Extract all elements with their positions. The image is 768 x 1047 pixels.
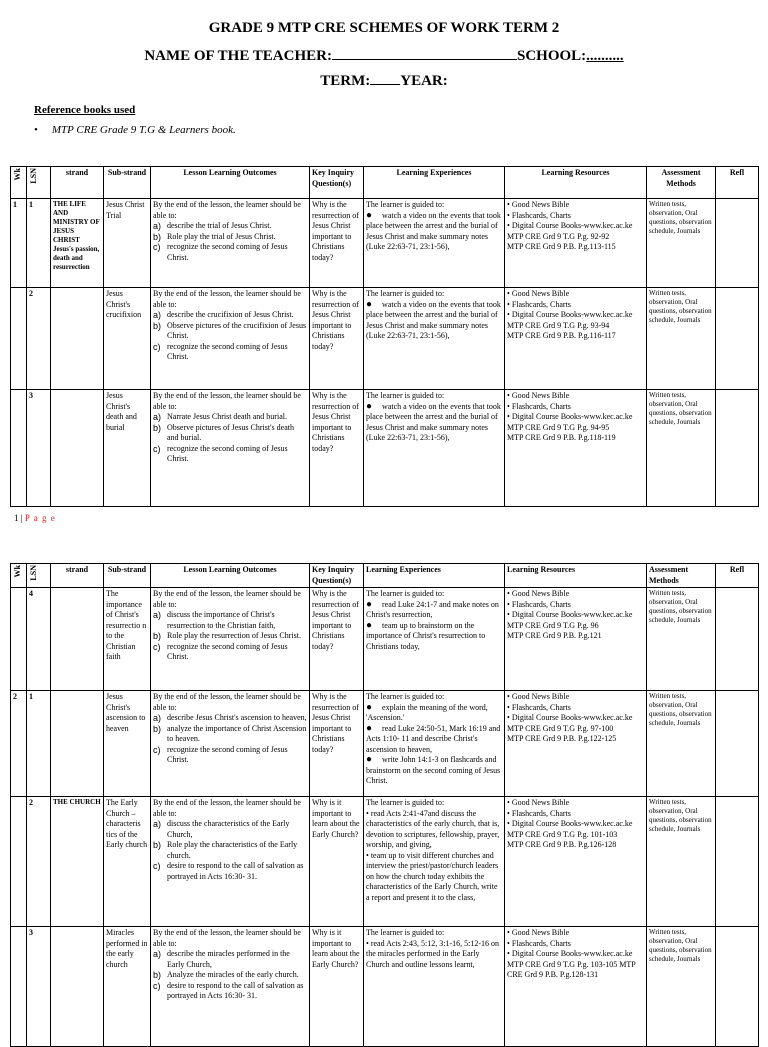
experience-item	[366, 600, 502, 621]
outcomes-intro: By the end of the lesson, the learner should be able to:	[153, 928, 301, 948]
col-assessment: Assessment Methods	[647, 564, 716, 588]
outcome-text: discuss the importance of Christ's resurrection to the Christian faith,	[167, 610, 276, 630]
week-cell: 1	[11, 199, 27, 288]
outcome-marker: c)	[153, 980, 161, 991]
experience-text: read Acts 2:43, 5:12, 3:1-16, 5:12-16 on the miracles performed in the Early Church and outline lessons learnt,	[366, 938, 500, 969]
reference-heading: Reference books used	[34, 104, 136, 116]
col-outcomes: Lesson Learning Outcomes	[151, 167, 310, 199]
strand-cell	[51, 390, 104, 507]
resource-item: • Flashcards, Charts	[507, 211, 644, 222]
experiences-cell	[364, 199, 505, 288]
school-label: SCHOOL:	[516, 48, 587, 64]
term-label: TERM:	[320, 73, 371, 89]
bullet-icon: ●	[366, 754, 373, 765]
col-assessment: Assessment Methods	[647, 167, 716, 199]
table-row	[11, 288, 759, 390]
key-inquiry-cell: Why is the resurrection of Jesus Christ important to Christians today?	[310, 199, 364, 288]
key-inquiry-cell: Why is the resurrection of Jesus Christ important to Christians today?	[310, 691, 364, 797]
resource-reference: MTP CRE Grd 9 P.B. P.g.116-117	[507, 331, 616, 340]
outcomes-cell	[151, 588, 310, 691]
resource-reference: MTP CRE Grd 9 T.G P.g. 101-103	[507, 829, 618, 839]
outcome-item	[153, 412, 307, 423]
week-cell	[11, 797, 27, 927]
outcome-text: Observe pictures of Jesus Christ's death and burial.	[167, 422, 294, 442]
outcome-text: Analyze the miracles of the early church.	[167, 970, 299, 979]
resource-item: • Digital Course Books-www.kec.ac.ke	[507, 310, 644, 321]
term-blank	[370, 70, 400, 85]
outcome-marker: b)	[153, 631, 162, 641]
outcome-marker: b)	[153, 422, 162, 433]
resource-reference: MTP CRE Grd 9 P.B. P.g.118-119	[507, 433, 616, 442]
experience-item	[366, 851, 502, 904]
substrand-cell: The Early Church – characteris tics of the Early church	[104, 797, 151, 927]
table-row	[11, 588, 759, 691]
outcome-marker: a)	[153, 713, 162, 723]
bullet-icon: ●	[366, 400, 373, 412]
col-resources: Learning Resources	[505, 564, 647, 588]
resource-reference: MTP CRE Grd 9 T.G P.g. 92-92	[507, 231, 610, 241]
col-substrand: Sub-strand	[104, 564, 151, 588]
outcome-text: describe the crucifixion of Jesus Christ.	[167, 310, 294, 319]
year-label: YEAR:	[400, 73, 448, 89]
substrand-cell: Jesus Christ Trial	[104, 199, 151, 288]
outcome-item	[153, 819, 307, 840]
col-outcomes: Lesson Learning Outcomes	[151, 564, 310, 588]
outcome-text: Observe pictures of the crucifixion of Jesus Christ.	[167, 320, 307, 340]
experiences-intro: The learner is guided to:	[366, 589, 445, 598]
outcome-text: Narrate Jesus Christ death and burial.	[167, 412, 287, 421]
assessment-cell: Written tests, observation, Oral questions, observation schedule, Journals	[647, 199, 716, 288]
experiences-intro: The learner is guided to:	[366, 928, 445, 937]
table-header-row	[11, 564, 759, 588]
resource-item: • Good News Bible	[507, 289, 644, 300]
strand-cell: THE LIFE AND MINISTRY OF JESUS CHRIST Jesus's passion, death and resurrection	[51, 199, 104, 288]
outcome-text: desire to respond to the call of salvation as portrayed in Acts 16:30- 31.	[167, 861, 304, 881]
page-separator: |	[18, 513, 25, 523]
reflection-cell	[716, 588, 759, 691]
col-experiences: Learning Experiences	[364, 167, 505, 199]
col-refl: Refl	[716, 564, 759, 588]
resources-cell	[505, 199, 647, 288]
outcome-item	[153, 642, 307, 663]
week-cell	[11, 588, 27, 691]
outcome-text: Role play the characteristics of the Early church.	[167, 840, 298, 860]
col-wk	[11, 564, 27, 588]
resource-reference: MTP CRE Grd 9 P.B. P.g.113-115	[507, 242, 616, 251]
week-cell	[11, 927, 27, 1047]
outcome-item	[153, 444, 307, 465]
outcome-item	[153, 949, 307, 970]
reflection-cell	[716, 390, 759, 507]
outcome-marker: a)	[153, 310, 162, 320]
outcome-item	[153, 713, 307, 724]
experience-text: watch a video on the events that took place between the arrest and the burial of Jesus Christ and make summary notes (Luke 22:63-71, 23:1-56),	[366, 299, 501, 340]
scheme-table-page-2	[10, 563, 759, 1047]
outcome-item	[153, 981, 307, 1002]
resource-item: • Flashcards, Charts	[507, 402, 644, 413]
outcome-item	[153, 745, 307, 766]
outcome-item	[153, 970, 307, 981]
experiences-intro: The learner is guided to:	[366, 289, 445, 298]
outcome-text: Role play the resurrection of Jesus Christ.	[167, 631, 301, 640]
resource-item: • Flashcards, Charts	[507, 300, 644, 311]
teacher-school-line	[0, 45, 768, 65]
resources-cell	[505, 797, 647, 927]
outcome-item	[153, 242, 307, 263]
substrand-cell: The importance of Christ's resurrectio n to the Christian faith	[104, 588, 151, 691]
outcome-item	[153, 610, 307, 631]
col-wk	[11, 167, 27, 199]
col-substrand: Sub-strand	[104, 167, 151, 199]
outcome-item	[153, 221, 307, 232]
assessment-cell: Written tests, observation, Oral questions, observation schedule, Journals	[647, 797, 716, 927]
resource-item: • Flashcards, Charts	[507, 703, 644, 714]
assessment-cell: Written tests, observation, Oral questions, observation schedule, Journals	[647, 588, 716, 691]
resource-item: • Good News Bible	[507, 798, 644, 809]
resource-item: • Digital Course Books-www.kec.ac.ke	[507, 610, 644, 621]
experiences-cell	[364, 927, 505, 1047]
outcome-marker: a)	[153, 412, 162, 422]
outcome-marker: a)	[153, 221, 162, 231]
experiences-cell	[364, 691, 505, 797]
outcome-marker: c)	[153, 744, 161, 755]
resource-item: • Digital Course Books-www.kec.ac.ke	[507, 412, 644, 423]
outcome-text: describe the miracles performed in the Early Church,	[167, 949, 290, 969]
resource-reference: MTP CRE Grd 9 P.B. P.g.122-125	[507, 734, 617, 743]
outcome-marker: c)	[153, 341, 161, 352]
experience-item	[366, 211, 502, 253]
outcome-text: describe Jesus Christ's ascension to heaven,	[167, 713, 307, 722]
lesson-cell: 4	[27, 588, 51, 691]
outcome-text: recognize the second coming of Jesus Christ.	[167, 341, 288, 361]
bullet-icon: ●	[366, 722, 373, 734]
resource-item: • Digital Course Books-www.kec.ac.ke	[507, 819, 644, 830]
table-header-row	[11, 167, 759, 199]
outcome-text: recognize the second coming of Jesus Christ.	[167, 242, 288, 262]
outcomes-cell	[151, 797, 310, 927]
reflection-cell	[716, 797, 759, 927]
experience-text: write John 14:1-3 on flashcards and brainstorm on the second coming of Jesus Christ.	[366, 755, 501, 785]
outcome-text: analyze the importance of Christ Ascension to heaven.	[167, 723, 307, 743]
reflection-cell	[716, 927, 759, 1047]
outcome-marker: c)	[153, 443, 161, 454]
experiences-intro: The learner is guided to:	[366, 798, 445, 807]
experiences-intro: The learner is guided to:	[366, 391, 445, 400]
col-wk-label: Wk	[13, 168, 22, 181]
col-strand: strand	[51, 564, 104, 588]
experience-item	[366, 724, 502, 756]
week-cell	[11, 288, 27, 390]
resource-item: • Digital Course Books-www.kec.ac.ke	[507, 949, 644, 960]
bullet-icon: •	[34, 124, 38, 136]
table-row	[11, 927, 759, 1047]
strand-cell: THE CHURCH	[51, 797, 104, 927]
experience-item	[366, 809, 502, 851]
table-row	[11, 691, 759, 797]
col-lsn-label: LSN	[29, 565, 38, 581]
experience-text: explain the meaning of the word, 'Ascension.'	[366, 702, 488, 722]
outcome-text: desire to respond to the call of salvation as portrayed in Acts 16:30- 31.	[167, 980, 304, 1000]
outcome-item	[153, 310, 307, 321]
outcomes-intro: By the end of the lesson, the learner should be able to:	[153, 692, 301, 712]
lesson-cell: 1	[27, 691, 51, 797]
outcome-text: discuss the characteristics of the Early Church,	[167, 819, 290, 839]
resource-item: • Flashcards, Charts	[507, 809, 644, 820]
outcome-marker: a)	[153, 610, 162, 620]
outcome-marker: b)	[153, 723, 162, 734]
col-experiences: Learning Experiences	[364, 564, 505, 588]
outcome-text: recognize the second coming of Jesus Christ.	[167, 744, 288, 764]
strand-cell	[51, 691, 104, 797]
outcome-item	[153, 631, 307, 642]
outcome-text: recognize the second coming of Jesus Christ.	[167, 443, 288, 463]
experience-item	[366, 939, 502, 971]
experiences-intro: The learner is guided to:	[366, 200, 445, 209]
outcomes-cell	[151, 691, 310, 797]
experience-item	[366, 755, 502, 787]
col-lsn-label: LSN	[29, 168, 38, 184]
week-cell	[11, 390, 27, 507]
key-inquiry-cell: Why is the resurrection of Jesus Christ important to Christians today?	[310, 288, 364, 390]
key-inquiry-cell: Why is it important to learn about the Early Church?	[310, 927, 364, 1047]
resource-reference: MTP CRE Grd 9 T.G P.g. 94-95	[507, 422, 610, 432]
lesson-cell: 2	[27, 288, 51, 390]
assessment-cell: Written tests, observation, Oral questions, observation schedule, Journals	[647, 927, 716, 1047]
outcomes-cell	[151, 288, 310, 390]
experiences-cell	[364, 588, 505, 691]
resource-item: • Digital Course Books-www.kec.ac.ke	[507, 221, 644, 232]
outcome-text: Role play the trial of Jesus Christ.	[167, 231, 276, 241]
outcome-marker: c)	[153, 242, 161, 252]
col-strand: strand	[51, 167, 104, 199]
table-row	[11, 797, 759, 927]
strand-cell	[51, 588, 104, 691]
lesson-cell: 2	[27, 797, 51, 927]
key-inquiry-cell: Why is it important to learn about the Early Church?	[310, 797, 364, 927]
outcome-item	[153, 861, 307, 882]
resource-reference: MTP CRE Grd 9 T.G P.g. 103-105 MTP CRE Grd 9 P.B. P.g.128-131	[507, 959, 636, 979]
outcome-marker: c)	[153, 641, 161, 652]
reflection-cell	[716, 288, 759, 390]
substrand-cell: Jesus Christ's crucifixion	[104, 288, 151, 390]
resource-reference: MTP CRE Grd 9 P.B. P.g.126-128	[507, 840, 617, 849]
outcome-item	[153, 232, 307, 243]
outcome-item	[153, 724, 307, 745]
experiences-cell	[364, 390, 505, 507]
outcomes-intro: By the end of the lesson, the learner should be able to:	[153, 391, 301, 411]
scheme-table-page-1	[10, 166, 759, 507]
strand-cell	[51, 288, 104, 390]
experience-text: read Luke 24:1-7 and make notes on Christ's resurrection,	[366, 599, 499, 619]
resource-item: • Flashcards, Charts	[507, 600, 644, 611]
resources-cell	[505, 390, 647, 507]
experience-text: read Luke 24:50-51, Mark 16:19 and Acts 1:10- 11 and describe Christ's ascension to heaven,	[366, 723, 501, 754]
lesson-cell: 1	[27, 199, 51, 288]
resources-cell	[505, 288, 647, 390]
document-title: GRADE 9 MTP CRE SCHEMES OF WORK TERM 2	[208, 20, 560, 36]
substrand-cell: Jesus Christ's death and burial	[104, 390, 151, 507]
teacher-label: NAME OF THE TEACHER:	[144, 48, 332, 64]
experience-item	[366, 621, 502, 653]
experiences-cell	[364, 797, 505, 927]
week-cell: 2	[11, 691, 27, 797]
page-word: P a g e	[24, 513, 56, 523]
outcome-marker: b)	[153, 970, 162, 980]
resource-item: • Good News Bible	[507, 200, 644, 211]
outcome-marker: b)	[153, 231, 162, 242]
assessment-cell: Written tests, observation, Oral questions, observation schedule, Journals	[647, 691, 716, 797]
experience-text: watch a video on the events that took place between the arrest and the burial of Jesus Christ and make summary notes (Luke 22:63-71, 23:1-56),	[366, 210, 501, 251]
resource-item: • Digital Course Books-www.kec.ac.ke	[507, 713, 644, 724]
col-kiq: Key Inquiry Question(s)	[310, 167, 364, 199]
outcome-item	[153, 840, 307, 861]
lesson-cell: 3	[27, 390, 51, 507]
outcomes-cell	[151, 199, 310, 288]
outcome-marker: a)	[153, 819, 162, 829]
outcome-text: describe the trial of Jesus Christ.	[167, 221, 272, 230]
page-footer	[14, 513, 56, 523]
substrand-cell: Miracles performed in the early church	[104, 927, 151, 1047]
outcomes-intro: By the end of the lesson, the learner should be able to:	[153, 289, 301, 309]
assessment-cell: Written tests, observation, Oral questions, observation schedule, Journals	[647, 288, 716, 390]
school-value: ..........	[586, 48, 624, 64]
key-inquiry-cell: Why is the resurrection of Jesus Christ important to Christians today?	[310, 588, 364, 691]
col-refl: Refl	[716, 167, 759, 199]
reflection-cell	[716, 199, 759, 288]
col-lsn	[27, 167, 51, 199]
resource-reference: MTP CRE Grd 9 P.B. P.g.121	[507, 631, 602, 640]
page-number: 1	[14, 513, 19, 523]
resource-reference: MTP CRE Grd 9 T.G P.g. 97-100	[507, 723, 614, 733]
experience-text: team up to brainstorm on the importance of Christ's resurrection to Christians today,	[366, 620, 486, 651]
outcome-text: recognize the second coming of Jesus Christ.	[167, 641, 288, 661]
bullet-icon: ●	[366, 619, 373, 631]
outcomes-intro: By the end of the lesson, the learner should be able to:	[153, 798, 301, 818]
experience-text: read Acts 2:41-47and discuss the characteristics of the early church, that is, devotion to scriptures, fellowship, prayer, worship, and giving,	[366, 808, 500, 849]
resource-reference: MTP CRE Grd 9 T.G P.g. 93-94	[507, 320, 610, 330]
resource-item: • Good News Bible	[507, 928, 644, 939]
outcome-marker: a)	[153, 949, 162, 959]
outcomes-intro: By the end of the lesson, the learner should be able to:	[153, 589, 301, 609]
resource-reference: MTP CRE Grd 9 T.G P.g. 96	[507, 620, 599, 630]
strand-cell	[51, 927, 104, 1047]
outcome-marker: c)	[153, 861, 161, 871]
bullet-icon: ●	[366, 598, 373, 610]
outcome-item	[153, 321, 307, 342]
col-lsn	[27, 564, 51, 588]
outcomes-cell	[151, 390, 310, 507]
experience-item	[366, 300, 502, 342]
outcome-marker: b)	[153, 320, 162, 331]
outcomes-cell	[151, 927, 310, 1047]
bullet-icon: ●	[366, 701, 373, 713]
resources-cell	[505, 927, 647, 1047]
col-resources: Learning Resources	[505, 167, 647, 199]
resources-cell	[505, 691, 647, 797]
resource-item: • Good News Bible	[507, 391, 644, 402]
outcome-marker: b)	[153, 840, 162, 850]
assessment-cell: Written tests, observation, Oral questions, observation schedule, Journals	[647, 390, 716, 507]
table-row	[11, 390, 759, 507]
resource-item: • Good News Bible	[507, 589, 644, 600]
experience-item	[366, 703, 502, 724]
experience-text: team up to visit different churches and interview the priest/pastor/church leaders on how the church today exhibits the characteristics of the Early Church, write a report and present it to the class,	[366, 850, 499, 902]
experiences-cell	[364, 288, 505, 390]
substrand-cell: Jesus Christ's ascension to heaven	[104, 691, 151, 797]
teacher-blank	[332, 45, 517, 60]
col-wk-label: Wk	[13, 565, 22, 578]
reference-item	[34, 124, 236, 136]
experience-item	[366, 402, 502, 444]
experiences-intro: The learner is guided to:	[366, 692, 445, 701]
outcomes-intro: By the end of the lesson, the learner should be able to:	[153, 200, 301, 220]
bullet-icon: ●	[366, 298, 373, 310]
term-year-line	[0, 70, 768, 90]
resource-item: • Good News Bible	[507, 692, 644, 703]
key-inquiry-cell: Why is the resurrection of Jesus Christ important to Christians today?	[310, 390, 364, 507]
outcome-item	[153, 342, 307, 363]
table-row	[11, 199, 759, 288]
outcome-item	[153, 423, 307, 444]
resources-cell	[505, 588, 647, 691]
lesson-cell: 3	[27, 927, 51, 1047]
experience-text: watch a video on the events that took place between the arrest and the burial of Jesus Christ and make summary notes (Luke 22:63-71, 23:1-56),	[366, 401, 501, 442]
reference-item-text: MTP CRE Grade 9 T.G & Learners book.	[51, 124, 236, 136]
reflection-cell	[716, 691, 759, 797]
col-kiq: Key Inquiry Question(s)	[310, 564, 364, 588]
bullet-icon: ●	[366, 209, 373, 221]
resource-item: • Flashcards, Charts	[507, 939, 644, 950]
